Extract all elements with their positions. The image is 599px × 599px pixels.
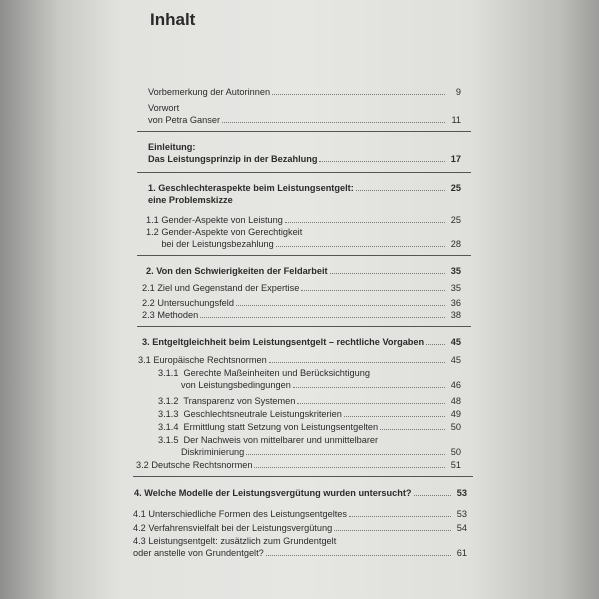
toc-entry-line (158, 446, 461, 458)
toc-entry-title: 2.2 Untersuchungsfeld (142, 298, 234, 308)
toc-entry-title: 3.1.3 Geschlechtsneutrale Leistungskriterien (158, 409, 342, 419)
toc-page-number: 25 (450, 183, 461, 193)
toc-entry-title: bei der Leistungsbezahlung (146, 239, 274, 249)
toc-entry-title: 3.2 Deutsche Rechtsnormen (136, 460, 253, 470)
toc-entry-title: 4.2 Verfahrensvielfalt bei der Leistungsvergütung (133, 523, 333, 533)
toc-entry-title: Vorwort (148, 103, 180, 113)
toc-page-number: 9 (455, 87, 461, 97)
toc-entry-title: 4.1 Unterschiedliche Formen des Leistungsentgeltes (133, 509, 347, 519)
toc-entry-line (148, 86, 461, 98)
toc-entry-title: 1.2 Gender-Aspekte von Gerechtigkeit (146, 227, 303, 237)
toc-entry-line (148, 194, 461, 206)
toc-entry-title: oder anstelle von Grundentgelt? (133, 548, 264, 558)
toc-entry-title: 4. Welche Modelle der Leistungsvergütung wurden untersucht? (134, 488, 412, 498)
toc-page-number: 25 (450, 215, 461, 225)
toc-page-number: 46 (450, 380, 461, 390)
toc-entry-title: 1.1 Gender-Aspekte von Leistung (146, 215, 283, 225)
toc-entry-line (142, 282, 461, 294)
toc-entry-title: 3.1.1 Gerechte Maßeinheiten und Berücksichtigung (158, 368, 370, 378)
dot-leader (222, 121, 445, 123)
section-divider (137, 326, 471, 327)
toc-entry-title: 3.1.4 Ermittlung statt Setzung von Leistungsentgelten (158, 422, 379, 432)
toc-page-number: 53 (456, 488, 467, 498)
toc-entry-title: von Leistungsbedingungen (158, 380, 291, 390)
toc-page-number: 17 (450, 154, 461, 164)
toc-page-number: 35 (450, 283, 461, 293)
toc-entry-line (146, 226, 461, 238)
dot-leader (319, 160, 445, 162)
toc-entry-line (148, 153, 461, 165)
toc-page-number: 54 (456, 523, 467, 533)
dot-leader (246, 453, 445, 455)
dot-leader (330, 272, 445, 274)
dot-leader (266, 554, 451, 556)
toc-entry-line (138, 354, 461, 366)
dot-leader (236, 304, 445, 306)
toc-page-number: 11 (451, 115, 461, 125)
toc-entry-title: 3.1.5 Der Nachweis von mittelbarer und unmittelbarer (158, 435, 379, 445)
toc-entry-title: 4.3 Leistungsentgelt: zusätzlich zum Grundentgelt (133, 536, 337, 546)
toc-entry-title: von Petra Ganser (148, 115, 221, 125)
dot-leader (414, 494, 451, 496)
toc-entry-title: 3.1 Europäische Rechtsnormen (138, 355, 267, 365)
dot-leader (344, 415, 445, 417)
section-divider (137, 131, 471, 132)
toc-entry-title: Vorbemerkung der Autorinnen (148, 87, 271, 97)
toc-page-number: 61 (456, 548, 467, 558)
toc-entry-title: 2.1 Ziel und Gegenstand der Expertise (142, 283, 300, 293)
dot-leader (334, 529, 451, 531)
toc-page-number: 45 (450, 355, 461, 365)
toc-entry-line (158, 434, 461, 446)
toc-page-number: 50 (450, 447, 461, 457)
toc-page-number: 36 (450, 298, 461, 308)
toc-page-number: 38 (450, 310, 461, 320)
toc-page-number: 50 (450, 422, 461, 432)
toc-page-number: 53 (456, 509, 467, 519)
toc-page-number: 51 (450, 460, 461, 470)
dot-leader (293, 386, 445, 388)
dot-leader (297, 402, 445, 404)
toc-entry-line (148, 141, 461, 153)
toc-entry-line (158, 395, 461, 407)
toc-entry-title: Das Leistungsprinzip in der Bezahlung (148, 154, 318, 164)
dot-leader (276, 245, 445, 247)
section-divider (137, 255, 471, 256)
toc-page-number: 45 (450, 337, 461, 347)
toc-entry-line (142, 309, 461, 321)
toc-entry-line (134, 487, 467, 499)
toc-entry-title: 1. Geschlechteraspekte beim Leistungsentgelt: (148, 183, 354, 193)
section-divider (133, 476, 473, 477)
dot-leader (285, 221, 445, 223)
toc-entry-line (146, 214, 461, 226)
dot-leader (200, 316, 445, 318)
toc-entry-title: 3.1.2 Transparenz von Systemen (158, 396, 296, 406)
toc-entry-title: Diskriminierung (158, 447, 245, 457)
toc-entry-line (148, 182, 461, 194)
toc-page-number: 48 (450, 396, 461, 406)
toc-entry-line (158, 367, 461, 379)
dot-leader (349, 515, 451, 517)
toc-entry-line (142, 297, 461, 309)
toc-entry-title: Einleitung: (148, 142, 196, 152)
toc-entry-title: 2. Von den Schwierigkeiten der Feldarbeit (146, 266, 328, 276)
toc-entry-line (133, 535, 467, 547)
toc-entry-title: 2.3 Methoden (142, 310, 199, 320)
dot-leader (426, 343, 445, 345)
toc-entry-line (133, 508, 467, 520)
dot-leader (380, 428, 445, 430)
toc-entry-line (133, 547, 467, 559)
toc-page-number: 28 (450, 239, 461, 249)
toc-page-number: 35 (450, 266, 461, 276)
page-title: Inhalt (150, 10, 196, 29)
toc-entry-line (148, 114, 461, 126)
toc-entry-line (148, 102, 461, 114)
toc-entry-title: eine Problemskizze (148, 195, 233, 205)
dot-leader (254, 466, 445, 468)
toc-entry-line (158, 408, 461, 420)
toc-entry-line (146, 265, 461, 277)
toc-entry-line (136, 459, 461, 471)
section-divider (137, 172, 471, 173)
dot-leader (269, 361, 445, 363)
dot-leader (301, 289, 445, 291)
dot-leader (272, 93, 445, 95)
toc-entry-line (133, 522, 467, 534)
toc-entry-line (158, 379, 461, 391)
toc-entry-line (146, 238, 461, 250)
toc-entry-title: 3. Entgeltgleichheit beim Leistungsentgelt – rechtliche Vorgaben (142, 337, 425, 347)
dot-leader (356, 189, 445, 191)
toc-page-number: 49 (450, 409, 461, 419)
toc-entry-line (142, 336, 461, 348)
toc-entry-line (158, 421, 461, 433)
